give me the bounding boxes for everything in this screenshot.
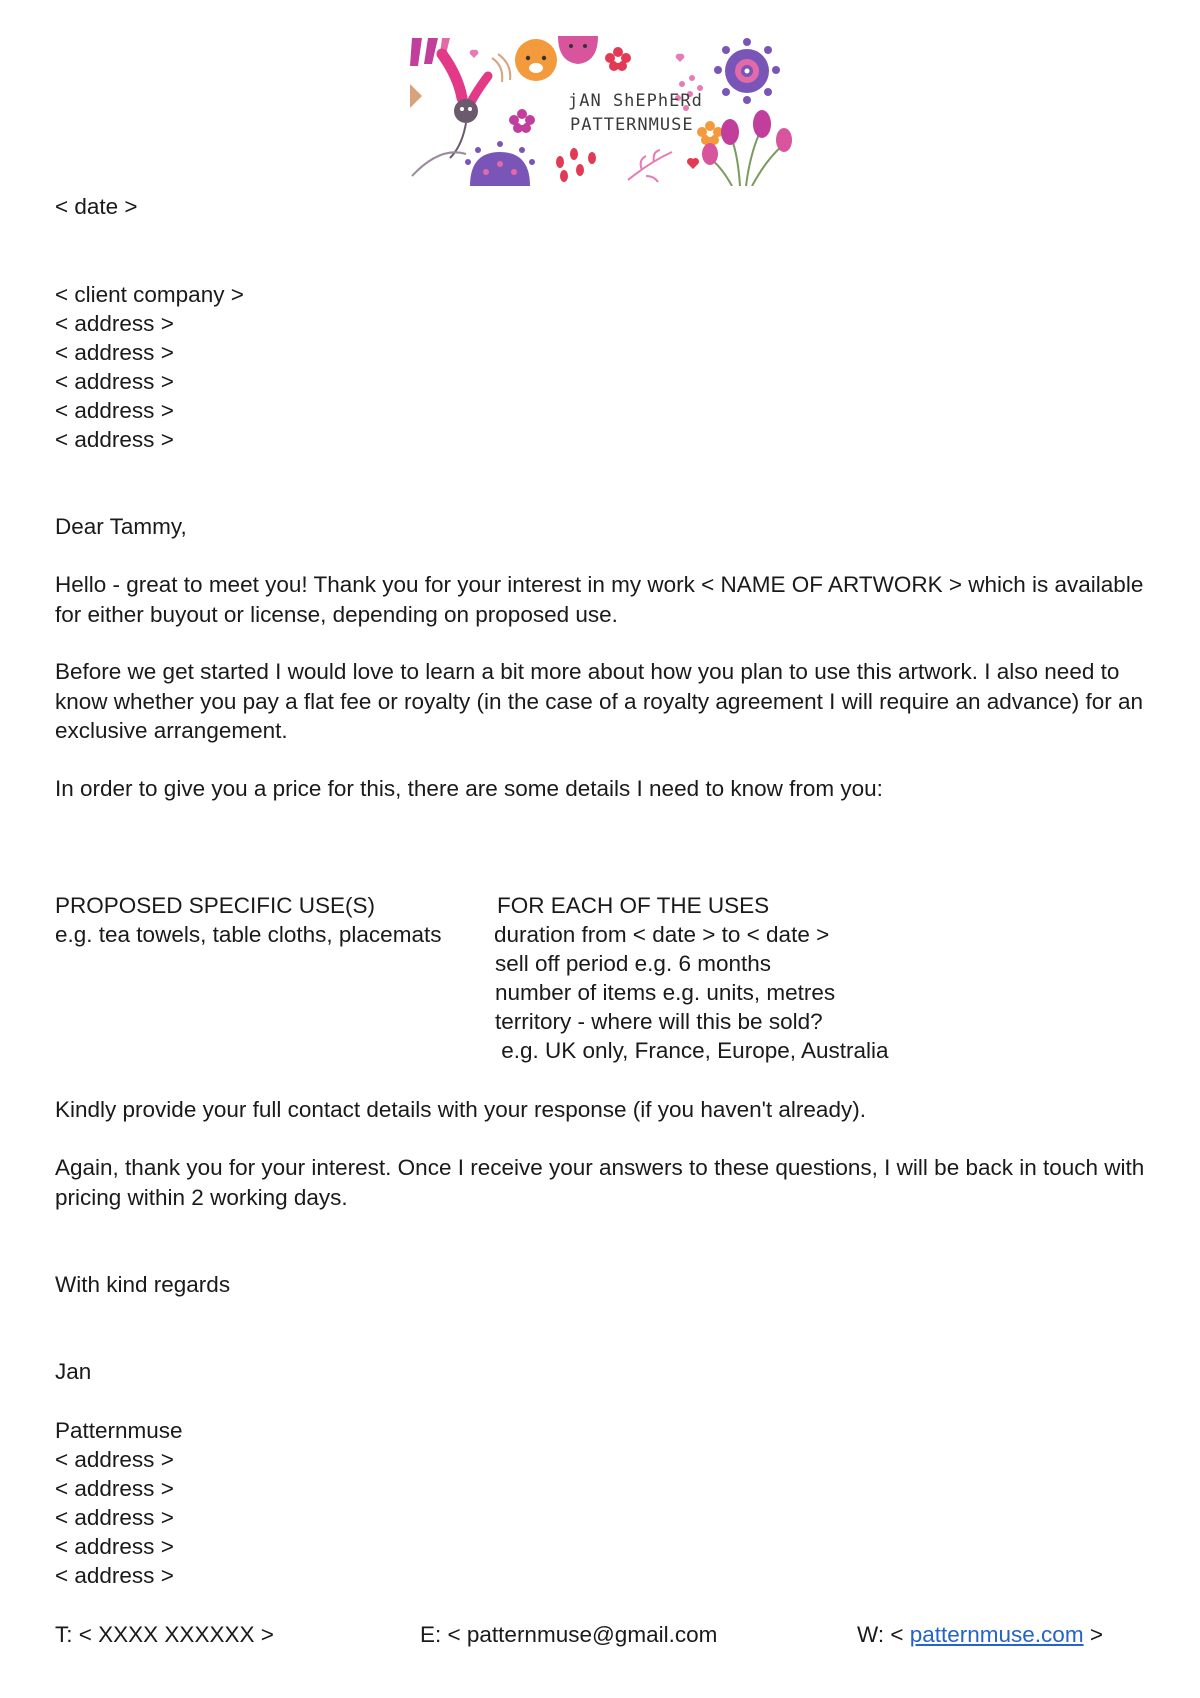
footer-web-prefix: W: < — [857, 1622, 910, 1647]
closing-paragraph: Kindly provide your full contact details with your response (if you haven't already). — [55, 1097, 866, 1122]
details-right-item: duration from < date > to < date > — [494, 922, 830, 947]
details-right-item: e.g. UK only, France, Europe, Australia — [495, 1038, 889, 1063]
details-right-item: sell off period e.g. 6 months — [495, 951, 771, 976]
footer-phone: T: < XXXX XXXXXX > — [55, 1622, 274, 1647]
logo-line-1: jAN ShEPhERd — [568, 91, 703, 111]
heart-shape — [676, 54, 685, 62]
recipient-address-line: < address > — [55, 311, 174, 336]
body-paragraph: Before we get started I would love to learn a bit more about how you plan to use this artwork. I also need to know whether you pay a flat fee or royalty (in the case of a royalty agreement I will require an advance) for an exclusive arrangement. — [55, 659, 1144, 743]
recipient-address-line: < address > — [55, 369, 174, 394]
recipient-address-line: < address > — [55, 398, 174, 423]
signature-name: Jan — [55, 1359, 92, 1384]
bunny-face-shape — [454, 99, 478, 123]
logo-stripe-shape — [410, 38, 422, 66]
details-right-heading: FOR EACH OF THE USES — [497, 893, 770, 918]
sender-address-line: < address > — [55, 1447, 174, 1472]
sender-company: Patternmuse — [55, 1418, 183, 1443]
recipient-company: < client company > — [55, 282, 244, 307]
sender-address-line: < address > — [55, 1505, 174, 1530]
salutation: Dear Tammy, — [55, 514, 187, 539]
details-left-heading: PROPOSED SPECIFIC USE(S) — [55, 893, 376, 918]
heart-shape — [687, 158, 699, 169]
body-paragraph: In order to give you a price for this, there are some details I need to know from you: — [55, 776, 883, 801]
recipient-address-line: < address > — [55, 427, 174, 452]
details-right-item: territory - where will this be sold? — [495, 1009, 823, 1034]
purple-dome-shape — [465, 141, 535, 186]
website-link[interactable]: patternmuse.com — [909, 1622, 1084, 1647]
logo-stripe-shape — [424, 38, 438, 64]
logo-triangle-shape — [410, 84, 422, 108]
closing-paragraph: Again, thank you for your interest. Once I receive your answers to these questions, I will be back in touch with pricing within 2 working days. — [55, 1155, 1145, 1210]
footer-web-suffix: > — [1083, 1622, 1103, 1647]
bunny-ear-right-shape — [470, 76, 488, 104]
footer-web — [857, 1620, 1103, 1649]
footer-email: E: < patternmuse@gmail.com — [420, 1622, 718, 1647]
recipient-address-line: < address > — [55, 340, 174, 365]
pink-smiley-shape — [558, 36, 598, 64]
body-paragraph: Hello - great to meet you! Thank you for your interest in my work < NAME OF ARTWORK > which is available for either buyout or license, depending on proposed use. — [55, 572, 1144, 627]
signoff: With kind regards — [55, 1272, 231, 1297]
sender-address-line: < address > — [55, 1476, 174, 1501]
details-right-item: number of items e.g. units, metres — [495, 980, 836, 1005]
date-placeholder: < date > — [55, 194, 138, 219]
heart-shape — [470, 50, 479, 58]
details-left-item: e.g. tea towels, table cloths, placemats — [55, 922, 442, 947]
patternmuse-logo — [410, 36, 805, 186]
pink-sprig-shape — [628, 150, 672, 182]
purple-target-flower-shape — [714, 38, 780, 104]
red-dots-shape — [556, 148, 596, 182]
sender-address-line: < address > — [55, 1534, 174, 1559]
bunny-ear-left-shape — [442, 54, 462, 98]
sender-address-line: < address > — [55, 1563, 174, 1588]
logo-line-2: PATTERNMUSE — [570, 115, 694, 135]
tulips-shape — [702, 110, 792, 186]
orange-smiley-shape — [515, 39, 557, 81]
